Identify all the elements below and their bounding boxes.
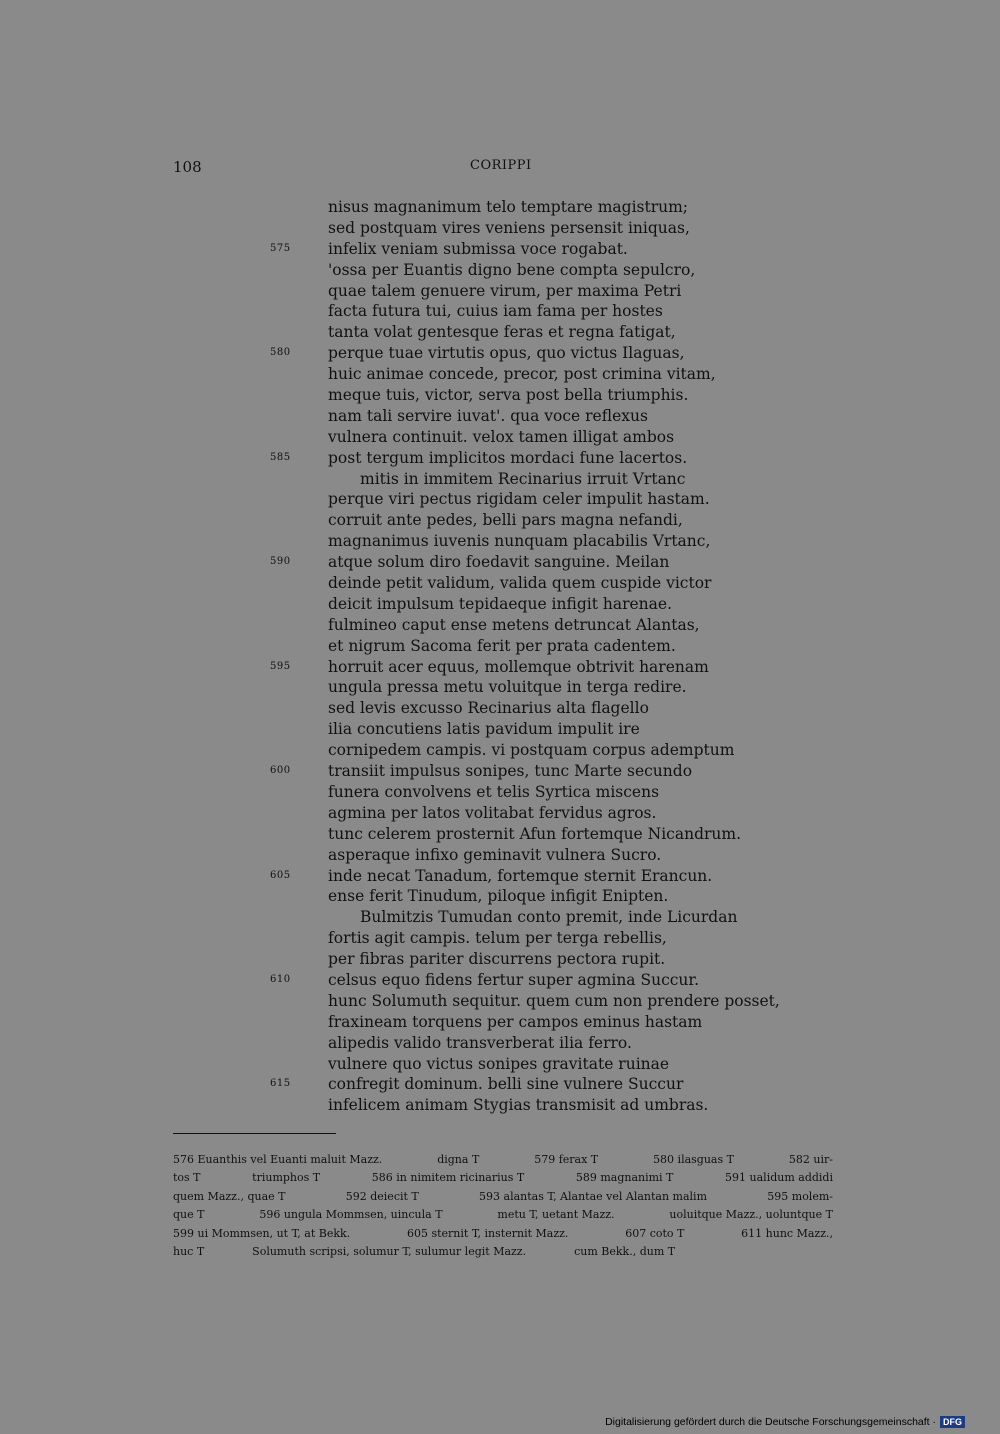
verse-text: asperaque infixo geminavit vulnera Sucro.	[328, 845, 662, 864]
verse-text: celsus equo fidens fertur super agmina Succur.	[328, 970, 700, 989]
apparatus-line	[173, 1188, 833, 1206]
verse-line	[0, 761, 1000, 782]
apparatus-entry: tos T	[173, 1171, 201, 1185]
verse-text: et nigrum Sacoma ferit per prata cadentem.	[328, 636, 676, 655]
verse-line	[0, 636, 1000, 657]
apparatus-entry: triumphos T	[252, 1171, 321, 1185]
line-number: 615	[270, 1078, 291, 1090]
verse-line	[0, 1054, 1000, 1075]
verse-line	[0, 510, 1000, 531]
verse-line	[0, 531, 1000, 552]
line-number: 595	[270, 660, 291, 672]
apparatus-line	[173, 1169, 833, 1187]
verse-text: atque solum diro foedavit sanguine. Meilan	[328, 553, 670, 572]
verse-line	[0, 928, 1000, 949]
verse-text: ungula pressa metu voluitque in terga redire.	[328, 678, 687, 697]
verse-line	[0, 782, 1000, 803]
verse-line	[0, 886, 1000, 907]
verse-line	[0, 907, 1000, 928]
verse-text: fulmineo caput ense metens detruncat Alantas,	[328, 615, 700, 634]
apparatus-entry: 592 deiecit T	[345, 1189, 419, 1203]
apparatus-entry: 595 molem-	[767, 1189, 833, 1203]
apparatus-entry: Solumuth scripsi, solumur T, sulumur legit Mazz.	[252, 1244, 527, 1258]
line-number: 600	[270, 765, 291, 777]
verse-text: fortis agit campis. telum per terga rebellis,	[328, 929, 667, 948]
line-number: 605	[270, 869, 291, 881]
apparatus-entry: 580 ilasguas T	[653, 1153, 734, 1166]
apparatus-line	[173, 1243, 833, 1261]
verse-text: infelicem animam Stygias transmisit ad umbras.	[328, 1096, 709, 1115]
line-number: 585	[270, 451, 291, 463]
verse-line	[0, 845, 1000, 866]
verse-text: vulnera continuit. velox tamen illigat ambos	[328, 427, 675, 446]
verse-block	[0, 197, 1000, 1116]
verse-line	[0, 698, 1000, 719]
verse-text: ilia concutiens latis pavidum impulit ire	[328, 720, 640, 739]
verse-line	[0, 301, 1000, 322]
verse-line	[0, 427, 1000, 448]
line-number: 580	[270, 347, 291, 359]
verse-text: deinde petit validum, valida quem cuspide victor	[328, 574, 712, 593]
apparatus-entry: 591 ualidum addidi	[725, 1171, 833, 1185]
verse-text: corruit ante pedes, belli pars magna nefandi,	[328, 511, 683, 530]
apparatus-entry: 599 ui Mommsen, ut T, at Bekk.	[173, 1226, 351, 1240]
verse-line	[0, 719, 1000, 740]
apparatus-entry: uoluitque Mazz., uoluntque T	[669, 1208, 833, 1222]
digitization-credit	[605, 1416, 965, 1428]
verse-line	[0, 343, 1000, 364]
apparatus-entry: 605 sternit T, insternit Mazz.	[406, 1226, 569, 1240]
critical-apparatus	[173, 1151, 833, 1261]
verse-line	[0, 991, 1000, 1012]
verse-text: tunc celerem prosternit Afun fortemque Nicandrum.	[328, 824, 742, 843]
verse-line	[0, 364, 1000, 385]
apparatus-entry: 582 uir-	[788, 1153, 833, 1166]
verse-text: confregit dominum. belli sine vulnere Succur	[328, 1075, 684, 1094]
verse-line	[0, 803, 1000, 824]
apparatus-entry: metu T, uetant Mazz.	[497, 1208, 615, 1222]
apparatus-line	[173, 1206, 833, 1224]
apparatus-entry: 596 ungula Mommsen, uincula T	[259, 1208, 443, 1222]
line-number: 610	[270, 973, 291, 985]
line-number: 590	[270, 556, 291, 568]
verse-line	[0, 197, 1000, 218]
verse-text: facta futura tui, cuius iam fama per hostes	[328, 302, 663, 321]
verse-line	[0, 573, 1000, 594]
apparatus-entry: cum Bekk., dum T	[574, 1244, 676, 1258]
verse-line	[0, 1095, 1000, 1116]
verse-line	[0, 218, 1000, 239]
running-head: CORIPPI	[470, 158, 532, 173]
apparatus-entry: 589 magnanimi T	[575, 1171, 674, 1185]
verse-text: perque tuae virtutis opus, quo victus Ilaguas,	[328, 344, 685, 363]
verse-text: huic animae concede, precor, post crimina vitam,	[328, 365, 716, 384]
verse-text: horruit acer equus, mollemque obtrivit harenam	[328, 657, 709, 676]
verse-text: magnanimus iuvenis nunquam placabilis Vrtanc,	[328, 532, 711, 551]
verse-line	[0, 281, 1000, 302]
verse-line	[0, 1012, 1000, 1033]
verse-line	[0, 866, 1000, 887]
verse-line	[0, 469, 1000, 490]
verse-text: deicit impulsum tepidaeque infigit harenae.	[328, 594, 672, 613]
verse-text: infelix veniam submissa voce rogabat.	[328, 239, 628, 258]
verse-text: tanta volat gentesque feras et regna fatigat,	[328, 323, 676, 342]
verse-text: ense ferit Tinudum, piloque infigit Enipten.	[328, 887, 669, 906]
apparatus-entry: que T	[173, 1208, 205, 1222]
line-number: 575	[270, 242, 291, 254]
verse-text: agmina per latos volitabat fervidus agros.	[328, 803, 657, 822]
apparatus-entry: huc T	[173, 1244, 205, 1258]
verse-text: post tergum implicitos mordaci fune lacertos.	[328, 448, 688, 467]
verse-text: Bulmitzis Tumudan conto premit, inde Licurdan	[360, 908, 738, 927]
verse-line	[0, 824, 1000, 845]
verse-line	[0, 552, 1000, 573]
apparatus-entry: digna T	[437, 1153, 480, 1166]
apparatus-line	[173, 1151, 833, 1169]
verse-text: fraxineam torquens per campos eminus hastam	[328, 1012, 703, 1031]
verse-line	[0, 1033, 1000, 1054]
verse-text: quae talem genuere virum, per maxima Petri	[328, 281, 682, 300]
verse-line	[0, 489, 1000, 510]
verse-text: cornipedem campis. vi postquam corpus ademptum	[328, 741, 735, 760]
verse-line	[0, 594, 1000, 615]
verse-line	[0, 239, 1000, 260]
verse-text: alipedis valido transverberat ilia ferro.	[328, 1033, 632, 1052]
verse-line	[0, 949, 1000, 970]
apparatus-entry: 611 hunc Mazz.,	[741, 1226, 833, 1240]
apparatus-entry: 576 Euanthis vel Euanti maluit Mazz.	[173, 1153, 383, 1166]
verse-line	[0, 970, 1000, 991]
credit-text: Digitalisierung gefördert durch die Deutsche Forschungsgemeinschaft ·	[605, 1416, 936, 1428]
verse-line	[0, 448, 1000, 469]
verse-text: hunc Solumuth sequitur. quem cum non prendere posset,	[328, 991, 780, 1010]
verse-line	[0, 322, 1000, 343]
verse-line	[0, 740, 1000, 761]
apparatus-entry: quem Mazz., quae T	[173, 1189, 286, 1203]
apparatus-entry: 593 alantas T, Alantae vel Alantan malim	[479, 1189, 708, 1203]
apparatus-entry: 586 in nimitem ricinarius T	[371, 1171, 525, 1185]
verse-text: vulnere quo victus sonipes gravitate ruinae	[328, 1054, 670, 1073]
verse-line	[0, 260, 1000, 281]
verse-text: mitis in immitem Recinarius irruit Vrtanc	[360, 469, 686, 488]
verse-line	[0, 677, 1000, 698]
verse-line	[0, 615, 1000, 636]
verse-text: transiit impulsus sonipes, tunc Marte secundo	[328, 762, 693, 781]
page-number: 108	[173, 158, 202, 176]
apparatus-line	[173, 1225, 833, 1243]
dfg-logo: DFG	[940, 1416, 965, 1428]
verse-text: sed levis excusso Recinarius alta flagello	[328, 699, 649, 718]
verse-text: sed postquam vires veniens persensit iniquas,	[328, 218, 690, 237]
verse-text: perque viri pectus rigidam celer impulit hastam.	[328, 490, 710, 509]
apparatus-entry: 579 ferax T	[534, 1153, 599, 1166]
verse-line	[0, 406, 1000, 427]
verse-text: nam tali servire iuvat'. qua voce reflexus	[328, 406, 648, 425]
footnote-rule	[173, 1133, 336, 1134]
verse-text: inde necat Tanadum, fortemque sternit Erancun.	[328, 866, 713, 885]
verse-text: nisus magnanimum telo temptare magistrum;	[328, 198, 689, 216]
verse-line	[0, 657, 1000, 678]
verse-line	[0, 1074, 1000, 1095]
apparatus-entry: 607 coto T	[625, 1226, 685, 1240]
verse-text: per fibras pariter discurrens pectora rupit.	[328, 950, 666, 969]
verse-text: funera convolvens et telis Syrtica miscens	[328, 782, 660, 801]
verse-line	[0, 385, 1000, 406]
verse-text: meque tuis, victor, serva post bella triumphis.	[328, 386, 689, 405]
verse-text: 'ossa per Euantis digno bene compta sepulcro,	[328, 260, 696, 279]
